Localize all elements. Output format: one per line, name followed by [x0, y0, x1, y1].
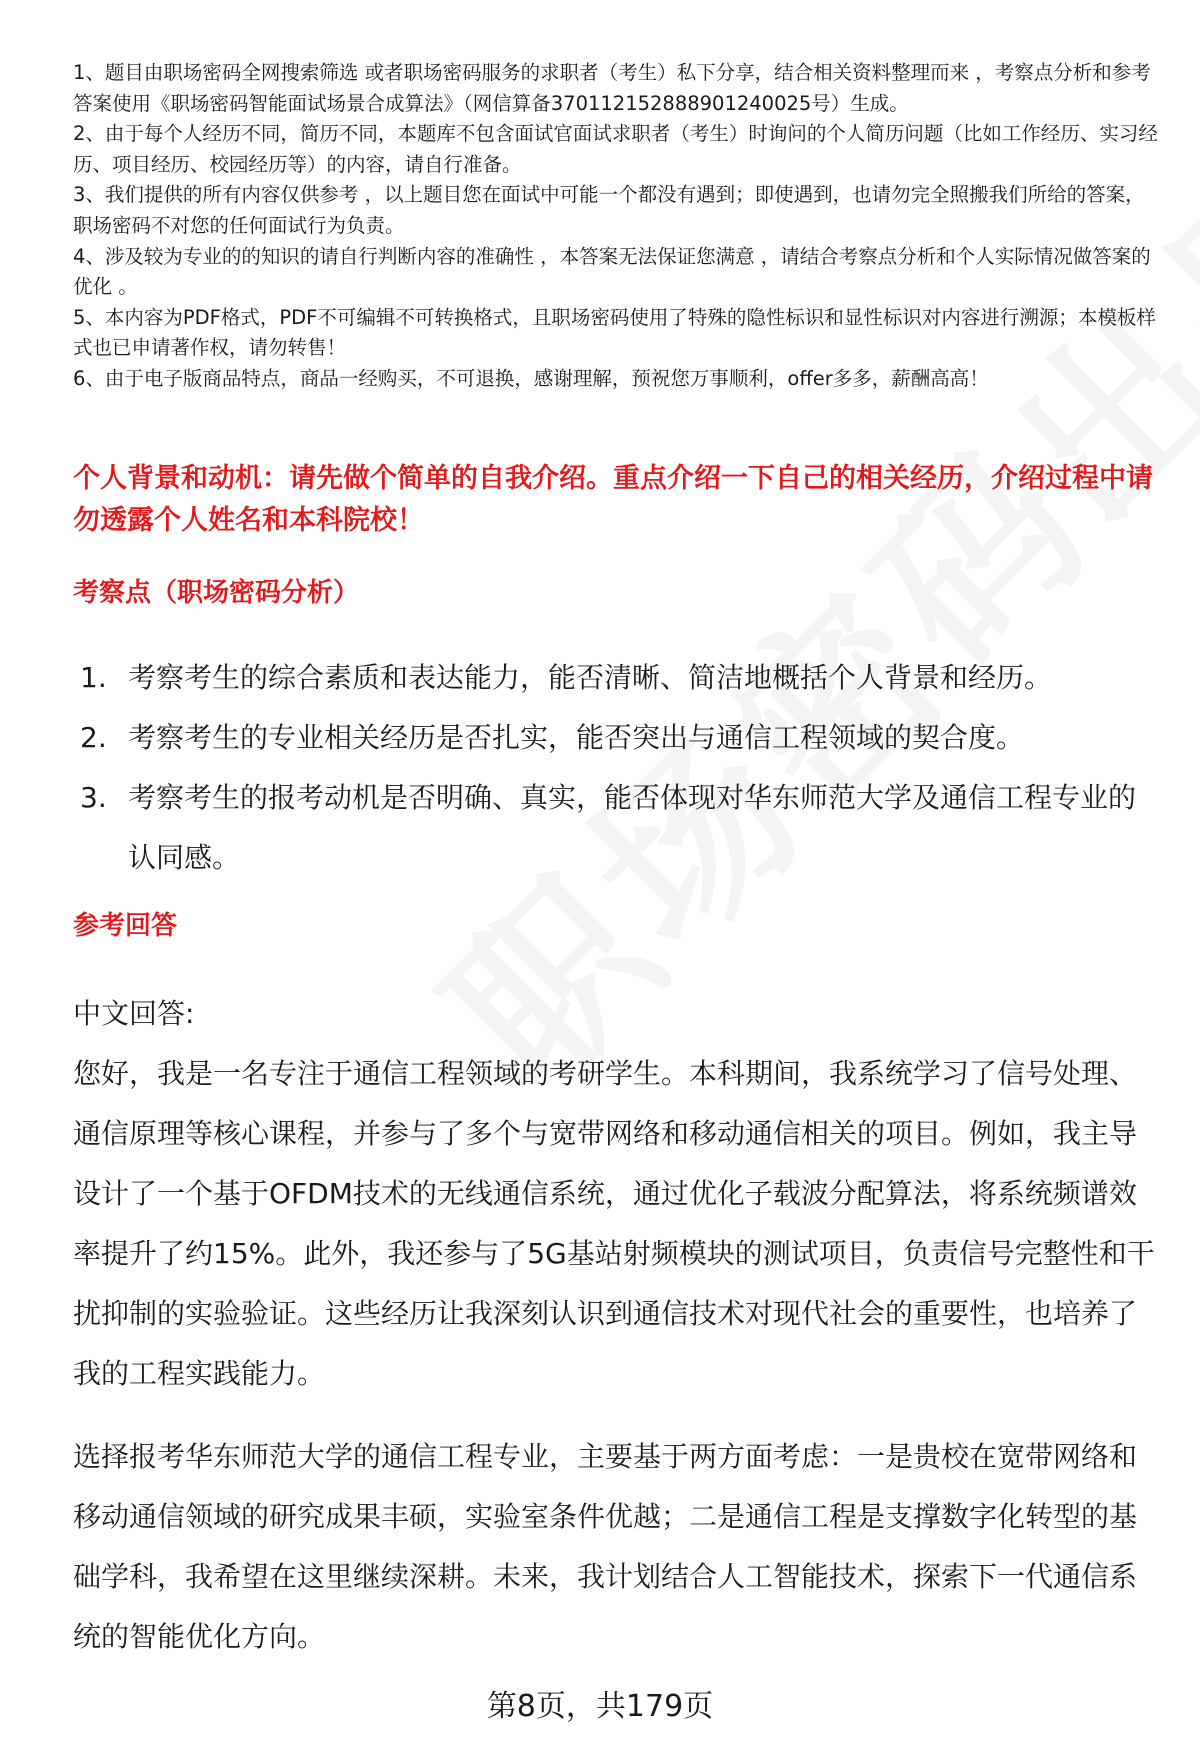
analysis-point — [80, 648, 1155, 708]
point-text: 考察考生的综合素质和表达能力，能否清晰、简洁地概括个人背景和经历。 — [128, 661, 1053, 694]
analysis-heading: 考察点（职场密码分析） — [73, 578, 360, 608]
disclaimer-block — [73, 58, 1158, 395]
answer-body — [73, 984, 1158, 1667]
disclaimer-item: 5、本内容为PDF格式，PDF不可编辑不可转换格式，且职场密码使用了特殊的隐性标识和显性标识对内容进行溯源；本模板样式也已申请著作权，请勿转售！ — [73, 305, 1156, 360]
point-number: 1. — [80, 661, 107, 694]
analysis-point — [80, 708, 1155, 768]
answer-label: 中文回答: — [73, 997, 195, 1030]
analysis-point — [80, 768, 1155, 888]
answer-paragraph: 选择报考华东师范大学的通信工程专业，主要基于两方面考虑：一是贵校在宽带网络和移动通信领域的研究成果丰硕，实验室条件优越；二是通信工程是支撑数字化转型的基础学科，我希望在这里继续深耕。未来，我计划结合人工智能技术，探索下一代通信系统的智能优化方向。 — [73, 1440, 1138, 1653]
analysis-points — [80, 648, 1155, 888]
disclaimer-item: 6、由于电子版商品特点，商品一经购买，不可退换，感谢理解，预祝您万事顺利，offer多多，薪酬高高！ — [73, 366, 989, 390]
disclaimer-item: 4、涉及较为专业的的知识的请自行判断内容的准确性 ，本答案无法保证您满意 ，请结合考察点分析和个人实际情况做答案的优化 。 — [73, 244, 1151, 299]
point-number: 3. — [80, 781, 107, 814]
disclaimer-item: 1、题目由职场密码全网搜索筛选 或者职场密码服务的求职者（考生）私下分享，结合相关资料整理而来 ，考察点分析和参考答案使用《职场密码智能面试场景合成算法》（网信算备370112152888901240025号）生成。 — [73, 61, 1151, 115]
point-number: 2. — [80, 721, 107, 754]
page-number: 第8页，共179页 — [486, 1689, 714, 1724]
disclaimer-item: 2、由于每个人经历不同，简历不同，本题库不包含面试官面试求职者（考生）时询问的个人简历问题（比如工作经历、实习经历、项目经历、校园经历等）的内容，请自行准备。 — [73, 122, 1158, 176]
answer-paragraph: 您好，我是一名专注于通信工程领域的考研学生。本科期间，我系统学习了信号处理、通信原理等核心课程，并参与了多个与宽带网络和移动通信相关的项目。例如，我主导设计了一个基于OFDM技术的无线通信系统，通过优化子载波分配算法，将系统频谱效率提升了约15%。此外，我还参与了5G基站射频模块的测试项目，负责信号完整性和干扰抑制的实验验证。这些经历让我深刻认识到通信技术对现代社会的重要性，也培养了我的工程实践能力。 — [73, 1057, 1155, 1390]
disclaimer-item: 3、我们提供的所有内容仅供参考 ，以上题目您在面试中可能一个都没有遇到；即使遇到，也请勿完全照搬我们所给的答案，职场密码不对您的任何面试行为负责。 — [73, 183, 1145, 237]
question-title: 个人背景和动机：请先做个简单的自我介绍。重点介绍一下自己的相关经历，介绍过程中请勿透露个人姓名和本科院校！ — [73, 463, 1153, 536]
point-text: 考察考生的专业相关经历是否扎实，能否突出与通信工程领域的契合度。 — [128, 721, 1025, 754]
point-text: 考察考生的报考动机是否明确、真实，能否体现对华东师范大学及通信工程专业的认同感。 — [128, 781, 1137, 874]
answer-heading: 参考回答 — [73, 911, 178, 941]
